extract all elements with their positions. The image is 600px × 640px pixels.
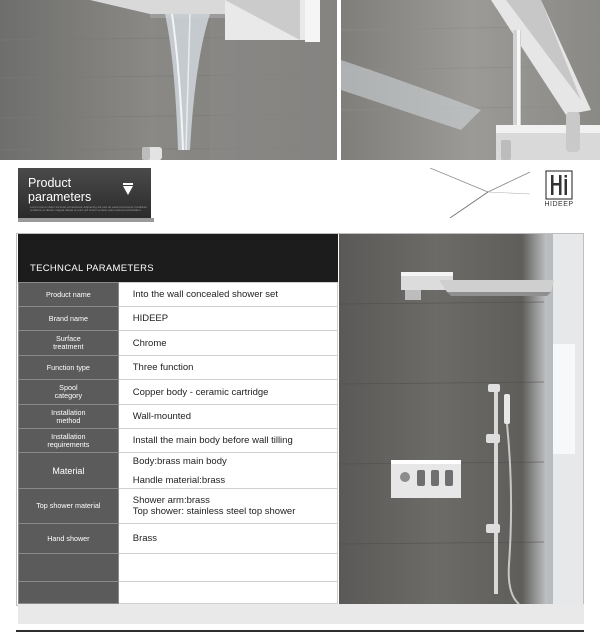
row-value: Brass	[118, 524, 337, 554]
table-heading: TECHNCAL PARAMETERS	[30, 263, 154, 274]
bottom-strip	[18, 604, 584, 624]
hideep-logo	[542, 170, 576, 208]
row-value: Wall-mounted	[118, 405, 337, 429]
row-label: Brand name	[19, 307, 119, 331]
row-label	[19, 380, 119, 405]
row-label: Material	[19, 453, 119, 489]
table-row	[19, 429, 338, 453]
row-label-line2: category	[54, 391, 83, 400]
top-photo-strip	[0, 0, 600, 160]
row-value-line1: Shower arm:brass	[132, 495, 210, 506]
row-label	[19, 429, 119, 453]
triangle-down-icon	[123, 186, 133, 195]
section-title	[28, 176, 118, 204]
row-label: Product name	[19, 283, 119, 307]
row-value-line1: Body:brass main body	[132, 455, 227, 467]
row-label: Function type	[19, 356, 119, 380]
section-title-line2: parameters	[28, 190, 92, 204]
section-title-line1: Product	[28, 176, 72, 190]
shower-mixer-photo	[341, 0, 600, 160]
row-label-empty	[19, 582, 119, 604]
table-row	[19, 489, 338, 524]
title-box-underline	[18, 218, 154, 222]
triangle-down-icon-bar	[123, 183, 133, 185]
fine-print-text: Lorem ipsum dolor sit amet consectetur adipiscing elit sed do eiusmod tempor incididunt ut labore et dolore magna aliqua ut enim ad minim veniam quis nostrud exercitation	[30, 206, 148, 212]
row-label	[19, 405, 119, 429]
table-row	[19, 380, 338, 405]
row-value: Into the wall concealed shower set	[118, 283, 337, 307]
row-value-line2: Top shower: stainless steel top shower	[132, 506, 296, 517]
table-row	[19, 331, 338, 356]
row-label-line2: method	[56, 415, 81, 425]
decorative-lines-icon	[430, 168, 530, 218]
waterfall-shower-photo	[0, 0, 337, 160]
row-label-line1: Surface	[55, 334, 81, 343]
row-label: Hand shower	[19, 524, 119, 554]
table-row	[19, 405, 338, 429]
row-value-empty	[118, 554, 337, 582]
bottom-divider	[16, 630, 584, 632]
row-value-line2: Handle material:brass	[132, 474, 226, 486]
row-label-line1: Installation	[51, 431, 86, 441]
row-value	[118, 453, 337, 489]
table-row	[19, 453, 338, 489]
row-label-line2: requirements	[47, 439, 90, 449]
installed-shower-set-photo	[339, 234, 583, 604]
row-value: Copper body - ceramic cartridge	[118, 380, 337, 405]
table-row	[19, 524, 338, 554]
row-value: Three function	[118, 356, 337, 380]
row-label	[19, 331, 119, 356]
row-value: Chrome	[118, 331, 337, 356]
logo-text: HIDEEP	[544, 201, 574, 208]
row-label-line1: Spool	[59, 383, 78, 392]
table-row-empty	[19, 554, 338, 582]
technical-parameters-table	[18, 282, 338, 604]
row-value: HIDEEP	[118, 307, 337, 331]
table-row	[19, 356, 338, 380]
table-row	[19, 283, 338, 307]
technical-parameters-table-area	[18, 234, 338, 604]
table-header	[18, 234, 338, 282]
row-value	[118, 489, 337, 524]
row-label-line1: Installation	[51, 407, 86, 417]
row-label-empty	[19, 554, 119, 582]
row-value-empty	[118, 582, 337, 604]
table-row-empty	[19, 582, 338, 604]
row-label: Top shower material	[19, 489, 119, 524]
row-label-line2: treatment	[53, 342, 84, 351]
table-row	[19, 307, 338, 331]
row-value: Install the main body before wall tilling	[118, 429, 337, 453]
hideep-logo-icon	[545, 170, 573, 200]
